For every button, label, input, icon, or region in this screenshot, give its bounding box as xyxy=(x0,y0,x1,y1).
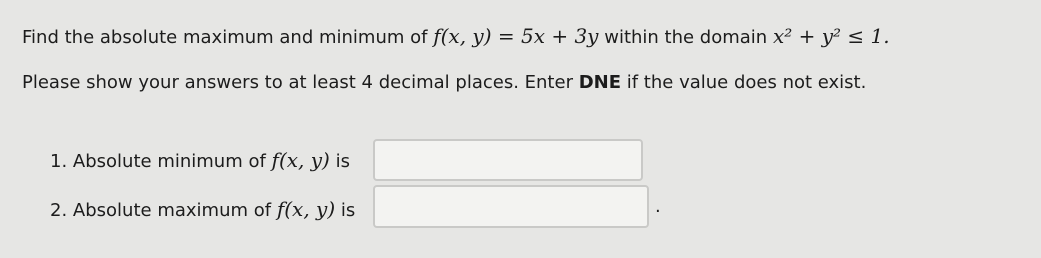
instruction-pre: Please show your answers to at least 4 decimal places. Enter xyxy=(22,72,573,93)
item-label: Absolute maximum of xyxy=(72,200,272,221)
item-minimum xyxy=(50,148,350,172)
question-prefix: Find the absolute maximum and minimum of xyxy=(22,27,428,48)
item-label: Absolute minimum of xyxy=(72,151,266,172)
instruction-post: if the value does not exist. xyxy=(626,72,867,93)
item-is: is xyxy=(335,151,350,172)
question-text xyxy=(22,24,890,48)
trailing-period: . xyxy=(655,196,661,217)
dne-keyword: DNE xyxy=(578,72,622,93)
item-function: f(x, y) xyxy=(276,197,336,221)
question-middle: within the domain xyxy=(604,27,768,48)
item-is: is xyxy=(340,200,356,221)
function-expression: f(x, y) = 5x + 3y xyxy=(433,24,599,48)
domain-expression: x² + y² ≤ 1. xyxy=(772,24,890,48)
item-number: 2. xyxy=(50,200,68,221)
maximum-answer-input[interactable] xyxy=(373,185,649,228)
minimum-answer-input[interactable] xyxy=(373,139,643,181)
item-maximum xyxy=(50,197,355,221)
item-number: 1. xyxy=(50,151,68,172)
instruction-text xyxy=(22,72,866,93)
item-function: f(x, y) xyxy=(271,148,330,172)
